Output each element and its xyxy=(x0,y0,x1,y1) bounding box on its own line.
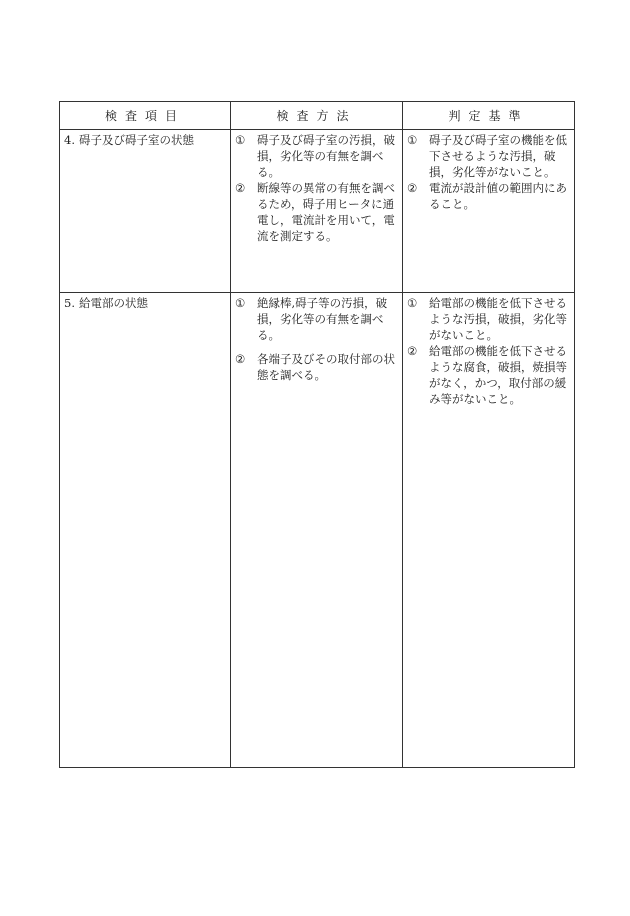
criteria-text: 碍子及び碍子室の機能を低下させるような汚損，破損，劣化等がないこと。 xyxy=(429,133,567,179)
circled-number: ① xyxy=(235,296,246,310)
criteria-cell xyxy=(403,293,575,768)
criteria-text: 給電部の機能を低下させるような腐食，破損，焼損等がなく，かつ，取付部の緩み等がないこと。 xyxy=(429,344,567,406)
circled-number: ② xyxy=(407,181,418,195)
criteria-text: 給電部の機能を低下させるような汚損，破損，劣化等がないこと。 xyxy=(429,296,567,342)
table-header-row xyxy=(60,102,575,130)
circled-number: ① xyxy=(235,133,246,147)
criteria-entry xyxy=(407,132,570,180)
item-cell xyxy=(60,130,231,293)
criteria-entry xyxy=(407,180,570,212)
method-text: 碍子及び碍子室の汚損，破損，劣化等の有無を調べる。 xyxy=(257,133,395,179)
item-label: 給電部の状態 xyxy=(78,296,148,310)
method-text: 絶縁棒,碍子等の汚損，破損，劣化等の有無を調べる。 xyxy=(257,296,388,342)
circled-number: ② xyxy=(235,352,246,366)
header-inspection-item: 検査項目 xyxy=(60,102,231,130)
item-label: 碍子及び碍子室の状態 xyxy=(78,133,194,147)
item-number: 4. xyxy=(64,133,75,147)
circled-number: ② xyxy=(235,181,246,195)
spacer xyxy=(235,343,398,351)
criteria-entry xyxy=(407,295,570,343)
criteria-entry xyxy=(407,343,570,407)
criteria-text: 電流が設計値の範囲内にあること。 xyxy=(429,181,567,211)
method-entry xyxy=(235,132,398,180)
header-judgment-criteria: 判定基準 xyxy=(403,102,575,130)
circled-number: ① xyxy=(407,133,418,147)
table-row xyxy=(60,293,575,768)
circled-number: ② xyxy=(407,344,418,358)
method-entry xyxy=(235,295,398,343)
method-entry xyxy=(235,180,398,244)
item-number: 5. xyxy=(64,296,75,310)
circled-number: ① xyxy=(407,296,418,310)
header-inspection-method: 検査方法 xyxy=(231,102,403,130)
method-entry xyxy=(235,351,398,383)
table-row xyxy=(60,130,575,293)
criteria-cell xyxy=(403,130,575,293)
inspection-table xyxy=(59,101,575,768)
method-text: 各端子及びその取付部の状態を調べる。 xyxy=(257,352,395,382)
item-cell xyxy=(60,293,231,768)
method-cell xyxy=(231,293,403,768)
method-cell xyxy=(231,130,403,293)
method-text: 断線等の異常の有無を調べるため，碍子用ヒータに通電し，電流計を用いて，電流を測定する。 xyxy=(257,181,395,243)
